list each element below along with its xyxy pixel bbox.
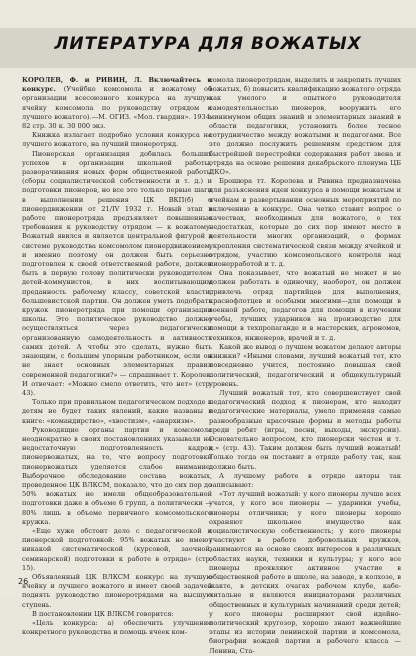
paragraph: Книжка излагает подробно условия конкурса на лучшего вожатого, на лучший пионеротряд. (22, 131, 212, 149)
right-column (209, 76, 401, 655)
paragraph: «Цель конкурса: а) обеспечить улучшение конкретного руководства и помощь ячеек ком- (22, 618, 212, 637)
paragraph: А лучшему работе в отряде авторы так записывают: (209, 471, 401, 489)
paragraph: «Еще хуже обстоит дело с педагогической и пионерской подготовкой: 95% вожатых не имеют никакой систематической (курсовой, заочной, семинарской) подготовки к работе в отряде» (стр. 15). (22, 526, 212, 572)
paragraph: Пионерская организация добилась больших успехов в организации школьной работы, разворачивания новых форм общественной работы (сборы социалистической собственности и т. д.) и подготовки пионеров, но все это только первые шаги в выполнении решения ЦК ВКП(б) о пионердвижении от 21/IV 1932 г. Новый этап в работе пионеротряда предъявляет повышенные требования к руководству отрядом — к вожатому. Вожатый явился и является центральной фигурой в системе руководства комсомолом пионердвижением, и именно поэтому он должен быть серьезно подготовлен к своей ответственной работе, должен быть в первую голову политически руководителем детей-коммунистов, в них воспитывающим преданность рабочему классу, советской власти, большевистской партии. Он должен уметь подобрать кружок пионеротряда при помощи организации школы. Это политическое руководство должно осуществляться через педагогически организованную самодеятельность и активность самих детей. А чтобы это сделать, нужно быть знающим, с большим упорным работником, если он не знает основных элементарных правил современной педагогики?» — спрашивает т. Королев. И отвечает: «Можно смело ответить, что нет» (стр. 43). (22, 149, 212, 397)
paragraph: «Тот лучший вожатый: у кого пионеры лучше всех учатся, у кого все пионеры — ударники учебы, пионеры отличники; у кого пионеры хорошо охраняют школьное имущество как социалистическую собственность; у кого пионеры участвуют в работе добровольных кружков, занимаются на основе своих интересов в различных областях науки, техники и культуры; у кого все пионеры проявляют активное участие в общественной работе в школе, на заводе, в колхозе, в жакте, в детских очагах рабочем клубе, кабе-читальне и являются инициаторами различных общественных и культурных начинаний среди детей; у кого пионеры расширяют свой идейно-политический кругозор, хорошо знают важнейшие этапы из истории ленинской партии и комсомола, биографии вождей партии и рабочего класса — Ленина, Ста- (209, 490, 401, 655)
page-number: 26 (18, 577, 29, 586)
page-title: ЛИТЕРАТУРА ДЛЯ ВОЖАТЫХ (54, 34, 362, 54)
book-reference (22, 76, 212, 131)
paragraph: Какой же вывод о лучшем вожатом делают авторы книжки? «Иными словами, лучший вожатый тот, кто повседневно учится, постоянно повышая свой политический, педагогический и общекультурный уровень. (209, 342, 401, 388)
paragraph: Только при правильном педагогическом подходе к детям не будет таких явлений, какие названы в книге: «командирство», «хвостизм», «анархизм». (22, 398, 212, 425)
paragraph: Руководящие органы партии и комсомола неоднократно в своих постановлениях указывали на недостаточную подготовленность кадров пионервожатых, на то, что вопросу подготовки пионервожатых уделяется слабое внимание. Выборочное обследование состава вожатых, проведенное ЦК ВЛКСМ, показало, что до сих пор до 50% вожатых не имели общеобразовательной подготовки даже в объеме 6 групп, а политически — 80% лишь в объеме первичного комсомольского кружка. (22, 425, 212, 526)
paragraph: Лучший вожатый тот, кто совершенствует свой педагогический подход к пионерам, кто находит педагогические материалы, умело применяя самые разнообразные красочные формы и методы работы среди ребят (игры, песни, выходы, экскурсии). Основательно вопросом, кто пионерски честен и т. д.» (стр. 43). Таким должен быть лучший вожатый! Только тогда он поставит в отряде работу так, как должно быть. (209, 388, 401, 471)
book-reference-authors: КОРОЛЕВ, Ф. и РИВИН, Л. Включайтесь в конкурс. (22, 76, 212, 94)
paragraph: Она показывает, что вожатый не может и не должен работать в одиночку, наоборот, он должен привлечь отряд партийцев для выполнения, краснофлотцев и особыми многими—для помощи в военной работе, педагогов для помощи в изучении учебы, лучших ударников на производстве для помощи в техпропаганде и в мастерских, агрономов, техников, инженеров, врачей и т. д. (209, 269, 401, 342)
book-reference-details: (Учейбке комсомола и вожатому об организации всесоюзного конкурса на лучшую ячейку комсомола по руководству отрядом и лучшего вожатого).—М. ОГИЗ. «Мол. гвардия». 1934. 82 стр. 30 к. 30 000 экз. (22, 85, 212, 131)
paragraph: В постановлении ЦК ВЛКСМ говорится: (32, 609, 174, 618)
paragraph: Объявленный ЦК ВЛКСМ конкурс на лучшую ячейку и лучшего вожатого и имеет своей задачей поднять руководство пионеротрядами на высшую ступень. (22, 572, 212, 609)
paragraph: сомола пионеротрядам, выделить и закрепить лучших вожатых, б) повысить квалификацию вожатого отряда как умелого и опытного руководителя самодеятельностью пионеров, вооружить его минимумом общих знаний и элементарных знаний в области педагогики, установить более тесное сотрудничество между вожатыми и педагогами. Все это должно послужить решениям средством для быстрейшей перестройки содержания работ звена и отряда на основе решения декабрьского пленума ЦБ ДКО». (209, 76, 401, 177)
paragraph: Брошюра тт. Королева и Ривина предназначена для разъяснения идеи конкурса в помощи вожатым и ячейкам в развертывании основных мероприятий по включению в конкурс. Она четко ставит вопрос о качествах, необходимых для вожатого, о тех недостатках, которые до сих пор имеют место в деятельности многих организаций, о формах укрепления систематической связи между ячейкой и отрядом, участию комсомольского контроля над пионерработой и т. д. (209, 177, 401, 269)
